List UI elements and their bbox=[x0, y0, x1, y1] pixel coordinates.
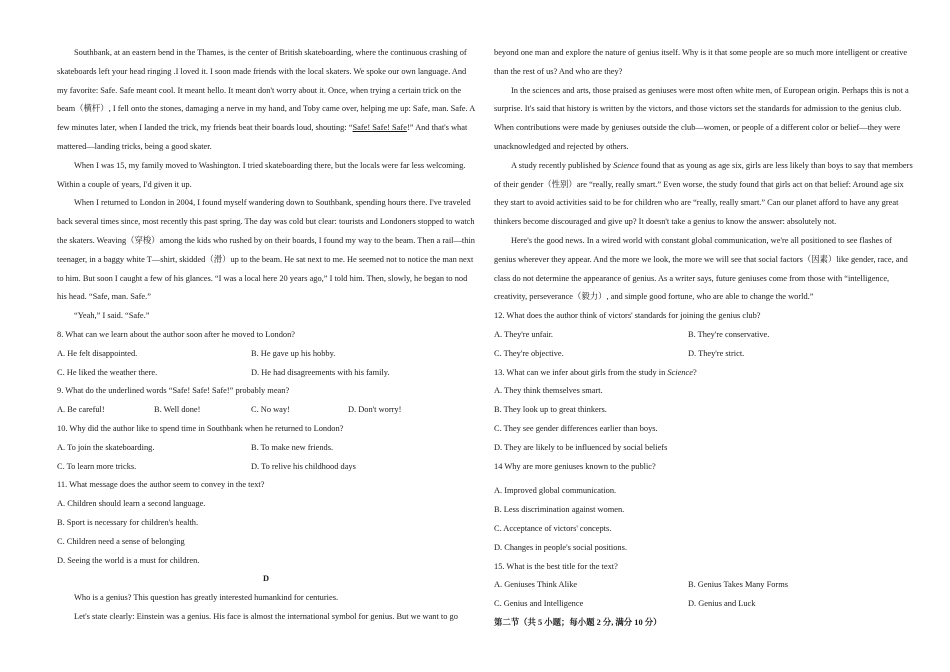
question-12: 12. What does the author think of victors' standards for joining the genius club? bbox=[494, 311, 761, 321]
option-b: B. To make new friends. bbox=[251, 442, 334, 452]
question-8-options bbox=[57, 364, 475, 383]
option-d: D. To relive his childhood days bbox=[251, 461, 356, 471]
passage-d-paragraph-5: Here's the good news. In a wired world with constant global communication, we're all positioned to see flashes of genius wherever they appear. And the more we look, the more we will see that social factors（因素）like gender, race, and class do not determine the appearance of genius. As a writer says, future geniuses come from those with “intelligence, creativity, perseverance（毅力）, and simple good fortune, who are able to change the world.” bbox=[494, 235, 908, 302]
right-column bbox=[494, 44, 914, 633]
option-a: A. Geniuses Think Alike bbox=[494, 580, 578, 590]
passage-d-paragraph-3: In the sciences and arts, those praised as geniuses were most often white men, of European origin. Perhaps this is not a surprise. It's said that history is written by the victors, and those victors set the standards for admission to the genius club. When contributions were made by geniuses outside the club—women, or people of a different color or belief—they were unacknowledged and rejected by others. bbox=[494, 85, 909, 151]
option-d: D. They're strict. bbox=[688, 348, 745, 358]
passage-c-paragraph-3: When I returned to London in 2004, I found myself wandering down to Southbank, spending hours there. I've traveled back several times since, most recently this past spring. The day was cold but clear: tourists and Londoners stopped to watch the skaters. Weaving（穿梭）among the kids who rushed by on their boards, I found my way to the beam. Then a rail—thin teenager, in a baggy white T—shirt, skidded（滑）up to the beam. He sat next to me. He seemed not to notice the man next to him. But soon I caught a few of his glances. “I was a local here 20 years ago,” I told him. Then, slowly, he began to nod his head. “Safe, man. Safe.” bbox=[57, 198, 475, 302]
question-13 bbox=[494, 364, 914, 383]
question-8-options bbox=[57, 345, 475, 364]
option-b: B. He gave up his hobby. bbox=[251, 348, 336, 358]
option-d: D. Genius and Luck bbox=[688, 599, 756, 609]
passage-d-continued: beyond one man and explore the nature of genius itself. Why is it that some people are so much more intelligent or creative than the rest of us? And who are they? bbox=[494, 48, 908, 76]
underlined-words: Safe! Safe! Safe bbox=[352, 123, 407, 133]
question-15-options bbox=[494, 576, 914, 595]
option-a: A. Improved global communication. bbox=[494, 486, 617, 496]
question-14: 14 Why are more geniuses known to the public? bbox=[494, 461, 656, 471]
option-d: D. Don't worry! bbox=[348, 405, 402, 415]
question-15-options bbox=[494, 595, 914, 614]
option-a: A. To join the skateboarding. bbox=[57, 442, 155, 452]
option-a: A. He felt disappointed. bbox=[57, 348, 138, 358]
question-12-options bbox=[494, 345, 914, 364]
option-a: A. Children should learn a second language. bbox=[57, 499, 206, 509]
option-b: B. They look up to great thinkers. bbox=[494, 405, 607, 415]
text: 13. What can we infer about girls from the study in bbox=[494, 367, 668, 377]
text: ? bbox=[692, 367, 697, 377]
section-d-heading: D bbox=[262, 574, 270, 584]
option-b: B. Well done! bbox=[154, 405, 201, 415]
option-d: D. Seeing the world is a must for children. bbox=[57, 555, 200, 565]
question-12-options bbox=[494, 326, 914, 345]
option-a: A. They think themselves smart. bbox=[494, 386, 603, 396]
question-9: 9. What do the underlined words “Safe! Safe! Safe!” probably mean? bbox=[57, 386, 290, 396]
option-c: C. They see gender differences earlier than boys. bbox=[494, 423, 658, 433]
option-a: A. They're unfair. bbox=[494, 329, 554, 339]
option-c: C. Genius and Intelligence bbox=[494, 599, 584, 609]
option-c: C. They're objective. bbox=[494, 348, 564, 358]
option-d: D. They are likely to be influenced by social beliefs bbox=[494, 442, 668, 452]
option-a: A. Be careful! bbox=[57, 405, 105, 415]
question-10-options bbox=[57, 458, 475, 477]
option-d: D. He had disagreements with his family. bbox=[251, 367, 390, 377]
question-10-options bbox=[57, 439, 475, 458]
passage-c-paragraph-1 bbox=[57, 44, 475, 157]
journal-name: Science bbox=[613, 160, 639, 170]
option-c: C. To learn more tricks. bbox=[57, 461, 137, 471]
option-b: B. Less discrimination against women. bbox=[494, 505, 625, 515]
option-c: C. Children need a sense of belonging bbox=[57, 536, 185, 546]
option-d: D. Changes in people's social positions. bbox=[494, 542, 627, 552]
left-column bbox=[57, 44, 475, 627]
option-b: B. Sport is necessary for children's health. bbox=[57, 517, 199, 527]
question-15: 15. What is the best title for the text? bbox=[494, 561, 618, 571]
text: !” And that's what mattered—landing tricks, being a good skater. bbox=[57, 123, 468, 151]
text: A study recently published by bbox=[511, 160, 614, 170]
passage-d-paragraph-1: Who is a genius? This question has greatly interested humankind for centuries. bbox=[74, 593, 339, 603]
option-c: C. He liked the weather there. bbox=[57, 367, 158, 377]
passage-c-paragraph-2: When I was 15, my family moved to Washington. I tried skateboarding there, but the locals were far less welcoming. Within a couple of years, I'd given it up. bbox=[57, 160, 466, 189]
text: found that as young as age six, girls are less likely than boys to say that members of their gender（性别）are “really, really smart.” Even worse, the study found that girls act on that belief: Around age six they start to avoid activities said to be for children who are “really, really smart.” Can our planet afford to have any great thinkers become discouraged and give up? It doesn't take a genius to know the answer: absolutely not. bbox=[494, 160, 913, 227]
text: Southbank, at an eastern bend in the Thames, is the center of British skateboarding, where the continuous crashing of skateboards left your head ringing .I loved it. I soon made friends with the local skaters. We spoke our own language. And my favorite: Safe. Safe meant cool. It meant hello. It meant don't worry about it. Once, when trying a certain trick on the beam（横杆）, I fell onto the stones, damaging a nerve in my hand, and Toby came over, helping me up: Safe, man. Safe. A few minutes later, when I landed the trick, my friends beat their boards loud, shouting: “ bbox=[57, 48, 475, 133]
question-9-options bbox=[57, 401, 475, 420]
option-c: C. Acceptance of victors' concepts. bbox=[494, 523, 612, 533]
option-b: B. Genius Takes Many Forms bbox=[688, 580, 788, 590]
section-2-heading: 第二节（共 5 小题；每小题 2 分, 满分 10 分） bbox=[494, 617, 662, 627]
passage-c-paragraph-4: “Yeah,” I said. “Safe.” bbox=[74, 311, 150, 321]
option-b: B. They're conservative. bbox=[688, 329, 770, 339]
question-11: 11. What message does the author seem to convey in the text? bbox=[57, 480, 265, 490]
journal-name: Science bbox=[667, 367, 693, 377]
passage-d-paragraph-4 bbox=[494, 157, 914, 232]
option-c: C. No way! bbox=[251, 405, 290, 415]
question-10: 10. Why did the author like to spend time in Southbank when he returned to London? bbox=[57, 423, 344, 433]
question-8: 8. What can we learn about the author soon after he moved to London? bbox=[57, 329, 295, 339]
passage-d-paragraph-2: Let's state clearly: Einstein was a genius. His face is almost the international symbol for genius. But we want to go bbox=[74, 611, 458, 621]
